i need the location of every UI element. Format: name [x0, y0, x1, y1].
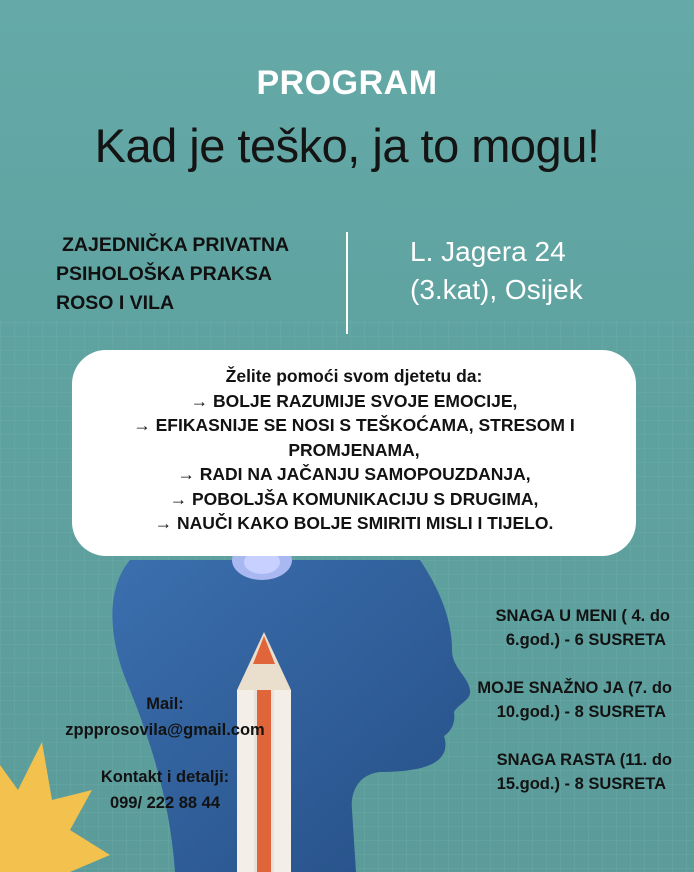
contact-label: Kontakt i detalji: [100, 768, 230, 786]
goal-item: → POBOLJŠA KOMUNIKACIJU S DRUGIMA, [169, 488, 539, 509]
program-list [430, 604, 686, 820]
program-title: MOJE SNAŽNO JA (7. do [477, 679, 672, 697]
program-item [430, 676, 686, 724]
program-item [430, 604, 686, 652]
goal-item: → RADI NA JAČANJU SAMOPOUZDANJA, [177, 464, 531, 484]
poster-title: Kad je teško, ja to mogu! [94, 119, 600, 172]
goal-item: → NAUČI KAKO BOLJE SMIRITI MISLI I TIJELO. [154, 513, 554, 533]
goals-card [72, 350, 636, 556]
phone-number[interactable]: 099/ 222 88 44 [109, 794, 221, 812]
goal-item: → BOLJE RAZUMIJE SVOJE EMOCIJE, [190, 390, 518, 411]
practice-name [56, 231, 341, 318]
program-detail: 10.god.) - 8 SUSRETA [496, 703, 666, 721]
program-title: SNAGA RASTA (11. do [496, 751, 672, 769]
program-detail: 15.god.) - 8 SUSRETA [496, 775, 666, 793]
practice-line: ZAJEDNIČKA PRIVATNA [62, 234, 290, 256]
address [410, 233, 583, 309]
practice-line: ROSO I VILA [56, 292, 175, 314]
email-link[interactable]: zppprosovila@gmail.com [65, 721, 265, 739]
program-title: SNAGA U MENI ( 4. do [495, 607, 670, 625]
address-line: L. Jagera 24 [410, 236, 566, 267]
contact-block [40, 764, 290, 816]
mail-label: Mail: [146, 695, 184, 713]
divider [346, 232, 348, 334]
goal-item: → EFIKASNIJE SE NOSI S TEŠKOĆAMA, STRESOM I [133, 415, 575, 435]
goals-intro: Želite pomoći svom djetetu da: [225, 366, 483, 386]
program-detail: 6.god.) - 6 SUSRETA [505, 631, 666, 649]
program-item [430, 748, 686, 796]
mail-block [40, 691, 290, 743]
program-kicker: PROGRAM [256, 64, 438, 102]
address-line: (3.kat), Osijek [410, 274, 583, 305]
goal-item: PROMJENAMA, [288, 439, 420, 460]
practice-line: PSIHOLOŠKA PRAKSA [56, 263, 272, 285]
